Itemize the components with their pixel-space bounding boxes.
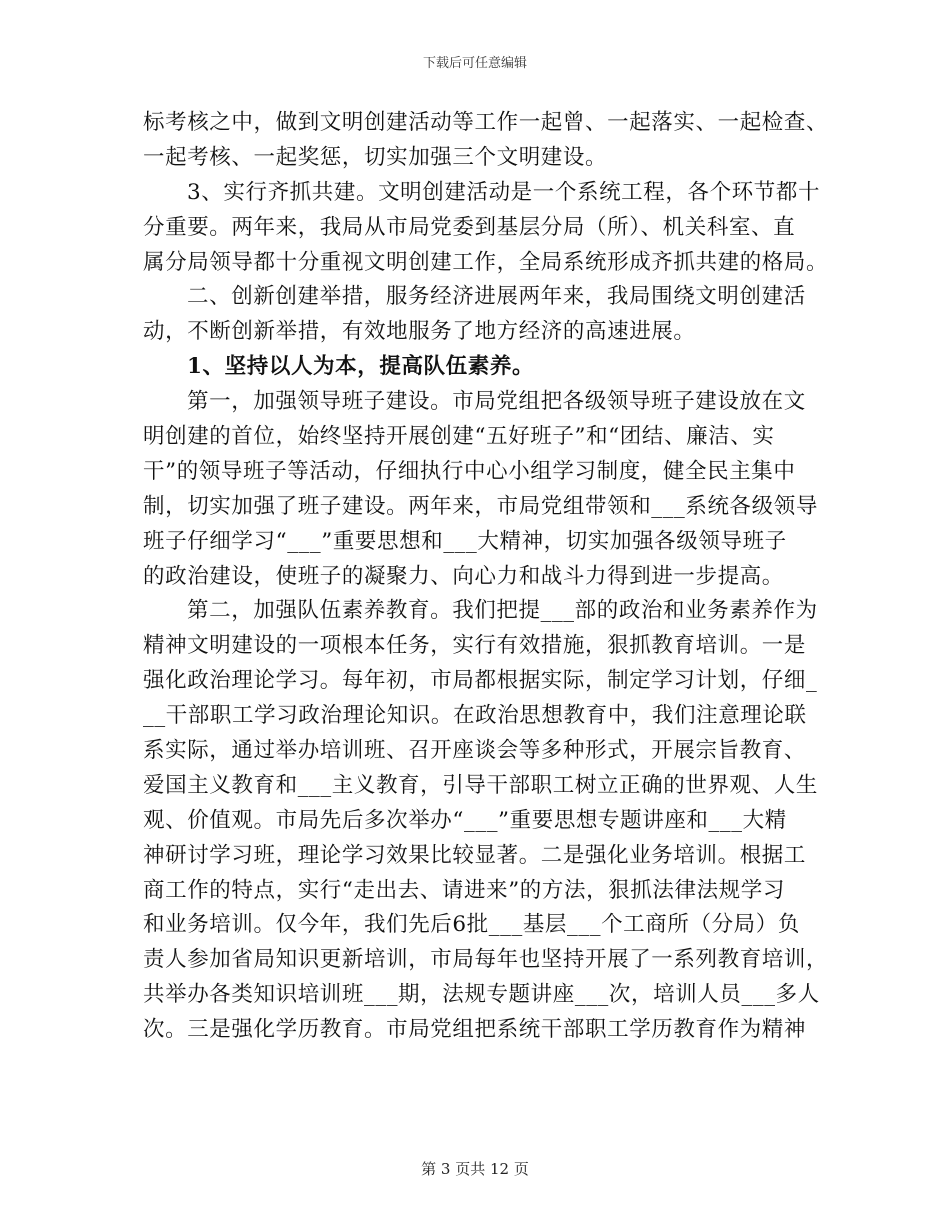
page-header: 下载后可任意编辑 (422, 56, 527, 71)
text-line: 神研讨学习班，理论学习效果比较显著。二是强化业务培训。根据工 (143, 842, 807, 868)
text-line: 共举办各类知识培训班___期，法规专题讲座___次，培训人员___多人 (143, 982, 820, 1008)
text-line: 的政治建设，使班子的凝聚力、向心力和战斗力得到进一步提高。 (143, 563, 784, 589)
text-line: 次。三是强化学历教育。市局党组把系统干部职工学历教育作为精神 (143, 1017, 807, 1043)
text-line: __干部职工学习政治理论知识。在政治思想教育中，我们注意理论联 (143, 703, 807, 729)
text-line: 属分局领导都十分重视文明创建工作，全局系统形成齐抓共建的格局。 (143, 249, 829, 275)
text-line: 责人参加省局知识更新培训，市局每年也坚持开展了一系列教育培训， (143, 947, 829, 973)
text-line: 动，不断创新举措，有效地服务了地方经济的高速进展。 (143, 319, 696, 345)
text-line: 分重要。两年来，我局从市局党委到基层分局（所）、机关科室、直 (143, 214, 796, 240)
text-line: 和业务培训。仅今年，我们先后6批___基层___个工商所（分局）负 (143, 912, 800, 938)
text-line: 3、实行齐抓共建。文明创建活动是一个系统工程，各个环节都十 (187, 179, 821, 205)
text-line: 强化政治理论学习。每年初，市局都根据实际，制定学习计划，仔细_ (143, 668, 818, 694)
document-body (143, 106, 829, 1048)
text-line: 爱国主义教育和___主义教育，引导干部职工树立正确的世界观、人生 (143, 772, 818, 798)
text-line: 一起考核、一起奖惩，切实加强三个文明建设。 (143, 144, 608, 170)
text-line: 班子仔细学习“___”重要思想和___大精神，切实加强各级领导班子 (143, 528, 787, 554)
text-line: 观、价值观。市局先后多次举办“___”重要思想专题讲座和___大精 (143, 807, 787, 833)
text-line: 系实际，通过举办培训班、召开座谈会等多种形式，开展宗旨教育、 (143, 738, 807, 764)
text-line: 明创建的首位，始终坚持开展创建“五好班子”和“团结、廉洁、实 (143, 424, 775, 450)
text-line: 干”的领导班子等活动，仔细执行中心小组学习制度，健全民主集中 (143, 458, 796, 484)
text-line: 精神文明建设的一项根本任务，实行有效措施，狠抓教育培训。一是 (143, 633, 807, 659)
page-footer: 第 3 页共 12 页 (421, 1160, 529, 1178)
text-line: 第一，加强领导班子建设。市局党组把各级领导班子建设放在文 (187, 389, 806, 415)
text-line: 商工作的特点，实行“走出去、请进来”的方法，狠抓法律法规学习 (143, 877, 785, 903)
text-line: 二、创新创建举措，服务经济进展两年来，我局围绕文明创建活 (187, 284, 806, 310)
text-line: 标考核之中，做到文明创建活动等工作一起曾、一起落实、一起检查、 (143, 110, 829, 135)
text-line: 制，切实加强了班子建设。两年来，市局党组带领和___系统各级领导 (143, 493, 818, 519)
text-line: 第二，加强队伍素养教育。我们把提___部的政治和业务素养作为 (187, 598, 818, 624)
section-heading-line: 1、坚持以人为本，提高队伍素养。 (187, 354, 535, 380)
